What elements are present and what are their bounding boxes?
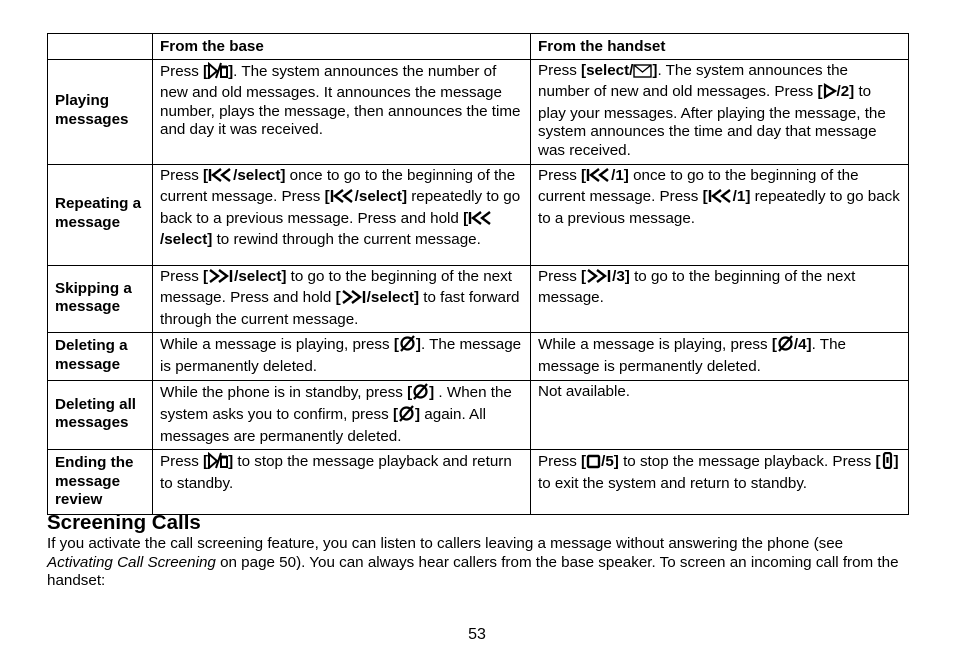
text-run: once to go to the beginning of the current message. Press: [538, 166, 859, 206]
message-controls-table: [47, 33, 909, 515]
key-label: /select]: [234, 267, 287, 285]
delete-icon: [399, 335, 416, 358]
key-label: ]: [652, 61, 658, 79]
key-label: /select]: [354, 188, 407, 206]
key-label: [: [581, 453, 587, 471]
key-label: ]: [415, 336, 421, 354]
text-run: Press: [160, 166, 204, 184]
key-label: /1]: [732, 188, 751, 206]
table-row: [48, 164, 909, 265]
section-title: Screening Calls: [47, 511, 201, 534]
text-run: Press: [538, 61, 582, 79]
cell-from-handset: [531, 450, 909, 515]
header-from-base: From the base: [153, 34, 531, 60]
key-label: [: [407, 383, 413, 401]
delete-icon: [398, 405, 415, 428]
table-row: [48, 450, 909, 515]
key-label: /2]: [836, 83, 855, 101]
cell-from-base: [153, 265, 531, 333]
skip-forward-icon: [586, 268, 612, 290]
skip-back-icon: [208, 167, 233, 189]
text-run: Press: [160, 267, 204, 285]
cell-from-base: [153, 59, 531, 164]
skip-back-icon: [468, 210, 493, 232]
text-run: Press: [538, 267, 582, 285]
text-run: to rewind through the current message.: [212, 231, 481, 249]
text-run: once to go to the beginning of the current message. Press: [160, 166, 516, 206]
cell-from-handset: [531, 59, 909, 164]
text-run: . The system announces the number of new and old messages. Press: [538, 61, 848, 101]
text-run: . The message is permanently deleted.: [160, 336, 522, 375]
key-label: [: [875, 453, 881, 471]
cell-from-handset: [531, 333, 909, 380]
play-pause-icon: [208, 452, 228, 475]
page-number: 53: [468, 626, 486, 643]
cell-from-base: [153, 164, 531, 265]
skip-forward-icon: [208, 268, 234, 290]
row-label: Skipping a message: [48, 265, 153, 333]
play-pause-icon: [208, 62, 228, 85]
skip-forward-icon: [341, 289, 367, 311]
table-header-row: [48, 34, 909, 60]
envelope-icon: [633, 64, 652, 84]
table-row: [48, 380, 909, 450]
row-label: Deleting all messages: [48, 380, 153, 450]
cell-from-handset: [531, 265, 909, 333]
key-label: [: [203, 62, 209, 80]
text-run: Press: [160, 453, 204, 471]
text-run: While the phone is in standby, press: [160, 383, 408, 401]
text-run: repeatedly to go back to a previous message.: [538, 188, 900, 227]
text-run: to stop the message playback. Press: [618, 453, 876, 471]
text-run: Press: [538, 166, 582, 184]
delete-icon: [777, 335, 794, 358]
skip-back-icon: [586, 167, 611, 189]
key-label: [select/: [581, 61, 634, 79]
text-run: Press: [160, 62, 204, 80]
cell-from-base: [153, 380, 531, 450]
key-label: /select]: [366, 289, 420, 307]
table-row: [48, 333, 909, 380]
text-run: to stop the message playback and return to standby.: [160, 453, 512, 492]
delete-icon: [412, 383, 429, 406]
table-row: [48, 59, 909, 164]
emphasis-text: Activating Call Screening: [47, 553, 216, 571]
key-label: /5]: [601, 453, 619, 471]
row-label: Ending the message review: [48, 450, 153, 515]
text-run: on page 50). You can always hear callers from the base speaker. To screen an incoming call from the handset:: [47, 553, 899, 590]
row-label: Playing messages: [48, 59, 153, 164]
key-label: [: [392, 406, 399, 424]
row-label: Repeating a message: [48, 164, 153, 265]
key-label: [: [203, 166, 209, 184]
play-icon: [823, 83, 837, 105]
cell-from-handset: [531, 164, 909, 265]
key-label: /4]: [793, 336, 812, 354]
key-label: [: [581, 267, 587, 285]
text-run: While a message is playing, press: [538, 336, 772, 354]
cell-from-base: [153, 450, 531, 515]
key-label: [: [581, 166, 587, 184]
text-run: to exit the system and return to standby.: [538, 474, 808, 492]
key-label: /select]: [160, 231, 213, 249]
key-label: [: [817, 83, 823, 101]
text-run: While a message is playing, press: [160, 336, 394, 354]
key-label: [: [463, 209, 469, 227]
text-run: repeatedly to go back to a previous message. Press and hold: [160, 188, 521, 227]
key-label: [: [203, 453, 209, 471]
key-label: ]: [228, 453, 234, 471]
text-run: If you activate the call screening feature, you can listen to callers leaving a message without answering the phone (see: [47, 535, 844, 552]
text-run: Press: [538, 453, 582, 471]
text-run: Not available.: [538, 382, 631, 400]
skip-back-icon: [708, 188, 733, 210]
text-run: to go to the beginning of the next message.: [538, 267, 856, 307]
key-label: [: [203, 267, 209, 285]
table-row: [48, 265, 909, 333]
key-label: ]: [429, 383, 435, 401]
text-run: to fast forward through the current message.: [160, 289, 520, 328]
cell-from-base: [153, 333, 531, 380]
end-call-icon: [881, 452, 894, 475]
text-run: . The system announces the number of new and old messages. It announces the message number, plays the message, then announces the time and day it was received.: [160, 62, 521, 139]
key-label: ]: [415, 406, 421, 424]
cell-from-handset: [531, 380, 909, 450]
key-label: ]: [893, 453, 899, 471]
header-empty: [48, 34, 153, 60]
text-run: again. All messages are permanently deleted.: [160, 406, 486, 445]
text-run: to play your messages. After playing the message, the system announces the time and day that message was received.: [538, 83, 886, 159]
key-label: [: [393, 336, 399, 354]
section-paragraph: [47, 535, 907, 591]
header-from-handset: From the handset: [531, 34, 909, 60]
key-label: ]: [228, 62, 234, 80]
skip-back-icon: [330, 188, 355, 210]
key-label: [: [335, 289, 341, 307]
row-label: Deleting a message: [48, 333, 153, 380]
key-label: [: [324, 188, 330, 206]
key-label: /3]: [612, 267, 630, 285]
key-label: [: [702, 188, 708, 206]
text-run: to go to the beginning of the next message. Press and hold: [160, 267, 512, 307]
text-run: . The message is permanently deleted.: [538, 336, 846, 375]
key-label: [: [771, 336, 777, 354]
key-label: /1]: [611, 166, 629, 184]
text-run: . When the system asks you to confirm, press: [160, 383, 512, 424]
key-label: /select]: [233, 166, 286, 184]
stop-icon: [586, 454, 601, 475]
